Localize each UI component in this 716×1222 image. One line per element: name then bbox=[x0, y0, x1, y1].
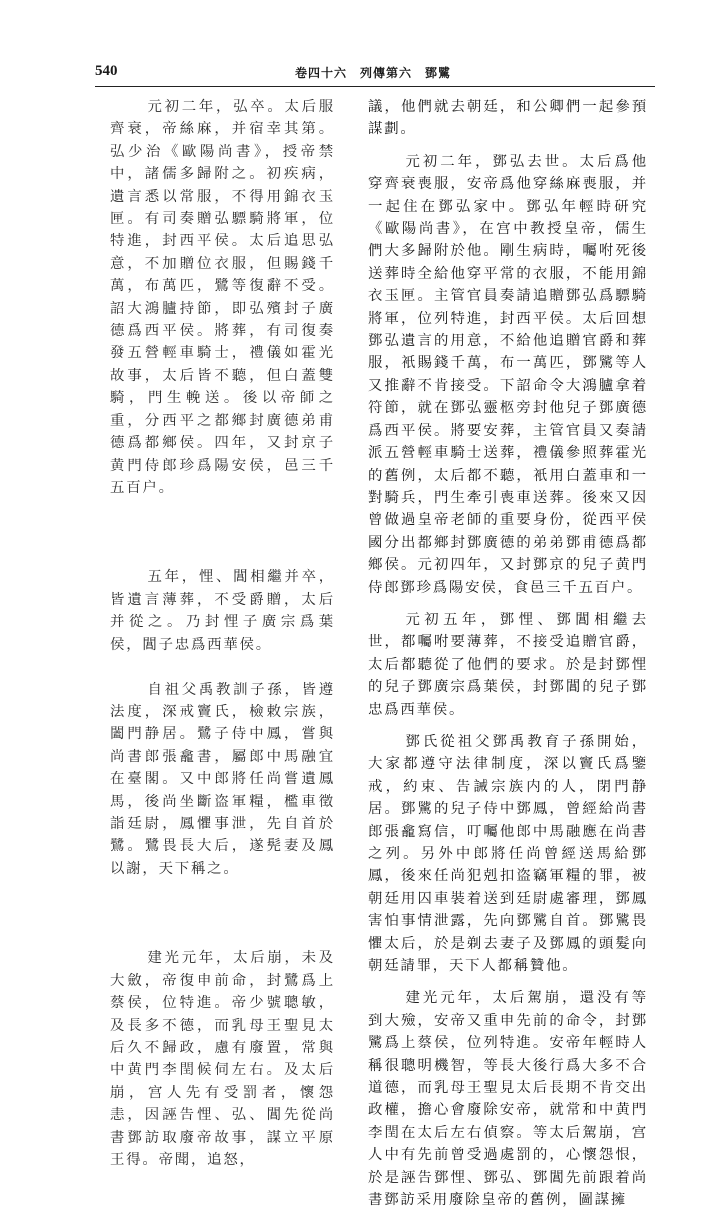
page-number: 540 bbox=[95, 63, 118, 79]
translation-column bbox=[368, 96, 648, 1222]
running-head: 卷四十六 列傳第六 鄧騭 bbox=[295, 66, 452, 80]
page-header bbox=[95, 63, 655, 85]
translation-paragraph: 議，他們就去朝廷，和公卿們一起參預謀劃。 bbox=[368, 99, 648, 138]
classical-paragraph: 元初二年，弘卒。太后服齊衰，帝絲麻，并宿幸其第。弘少治《歐陽尚書》，授帝禁中，諸儒多歸附之。初疾病，遺言悉以常服，不得用錦衣玉匣。有司奏贈弘驃騎將軍，位特進，封西平侯。太后追思弘意，不加贈位衣服，但賜錢千萬，布萬匹，鷺等復辭不受。詔大鴻臚持節，即弘殯封子廣德爲西平侯。將葬，有司復奏發五營輕車騎士，禮儀如霍光故事，太后皆不聽，但白蓋雙騎，門生輓送。後以帝師之重，分西平之都鄉封廣德弟甫德爲都鄉侯。四年，又封京子黄門侍郎珍爲陽安侯，邑三千五百户。 bbox=[110, 99, 335, 496]
classical-text-column bbox=[110, 96, 335, 1171]
translation-paragraph: 元初五年，鄧悝、鄧閶相繼去世，都囑咐要薄葬，不接受追贈官爵，太后都聽從了他們的要求。於是封鄧悝的兒子鄧廣宗爲葉侯，封鄧閶的兒子鄧忠爲西華侯。 bbox=[368, 611, 648, 718]
translation-paragraph: 建光元年，太后駕崩，還没有等到大殮，安帝又重申先前的命令，封鄧騭爲上蔡侯，位列特進。安帝年輕時人稱很聰明機智，等長大後行爲大多不合道德，而乳母王聖見太后長期不肯交出政權，擔心會廢除安帝，就常和中黄門李閏在太后左右偵察。等太后駕崩，宫人中有先前曾受過處罰的，心懷怨恨，於是誣告鄧悝、鄧弘、鄧閶先前跟着尚書鄧訪采用廢除皇帝的舊例，圖謀擁 bbox=[368, 990, 648, 1209]
translation-paragraph: 鄧氏從祖父鄧禹教育子孫開始，大家都遵守法律制度，深以竇氏爲鑒戒，約束、告誡宗族内的人，閉門静居。鄧騭的兒子侍中鄧鳳，曾經給尚書郎張龕寫信，叮囑他郎中馬融應在尚書之列。另外中郎將任尚曾經送馬給鄧鳳，後來任尚犯剋扣盗竊軍糧的罪，被朝廷用囚車裝着送到廷尉處審理，鄧鳳害怕事情泄露，先向鄧騭自首。鄧騭畏懼太后，於是剃去妻子及鄧鳳的頭髮向朝廷請罪，天下人都稱贊他。 bbox=[368, 733, 648, 975]
classical-paragraph: 五年，悝、閶相繼并卒，皆遺言薄葬，不受爵贈，太后并從之。乃封悝子廣宗爲葉侯，閶子忠爲西華侯。 bbox=[110, 569, 335, 653]
header-rule bbox=[95, 86, 655, 87]
classical-paragraph: 建光元年，太后崩，未及大斂，帝復申前命，封鷺爲上蔡侯，位特進。帝少號聰敏，及長多不德，而乳母王聖見太后久不歸政，慮有廢置，常與中黄門李閏候伺左右。及太后崩，宫人先有受罰者，懷怨恚，因誣告悝、弘、閶先從尚書鄧訪取廢帝故事，謀立平原王得。帝聞，追怒， bbox=[110, 950, 335, 1168]
classical-paragraph: 自祖父禹教訓子孫，皆遵法度，深戒竇氏，檢敕宗族，闔門静居。鷺子侍中鳳，嘗與尚書郎張龕書，屬郎中馬融宜在臺閣。又中郎將任尚嘗遺鳳馬，後尚坐斷盗軍糧，檻車徵詣廷尉，鳳懼事泄，先自首於鷺。鷺畏長大后，遂髡妻及鳳以謝，天下稱之。 bbox=[110, 681, 335, 877]
translation-paragraph: 元初二年，鄧弘去世。太后爲他穿齊衰喪服，安帝爲他穿絲麻喪服，并一起住在鄧弘家中。鄧弘年輕時研究《歐陽尚書》，在宫中教授皇帝，儒生們大多歸附於他。剛生病時，囑咐死後送葬時全給他穿平常的衣服，不能用錦衣玉匣。主管官員奏請追贈鄧弘爲驃騎將軍，位列特進，封西平侯。太后回想鄧弘遺言的用意，不給他追贈官爵和葬服，衹賜錢千萬，布一萬匹，鄧騭等人又推辭不肯接受。下詔命令大鴻臚拿着符節，就在鄧弘靈柩旁封他兒子鄧廣德爲西平侯。將要安葬，主管官員又奏請派五營輕車騎士送葬，禮儀參照葬霍光的舊例，太后都不聽，衹用白蓋車和一對騎兵，門生牽引喪車送葬。後來又因曾做過皇帝老師的重要身份，從西平侯國分出都鄉封鄧廣德的弟弟鄧甫德爲都鄉侯。元初四年，又封鄧京的兒子黄門侍郎鄧珍爲陽安侯，食邑三千五百户。 bbox=[368, 153, 648, 596]
